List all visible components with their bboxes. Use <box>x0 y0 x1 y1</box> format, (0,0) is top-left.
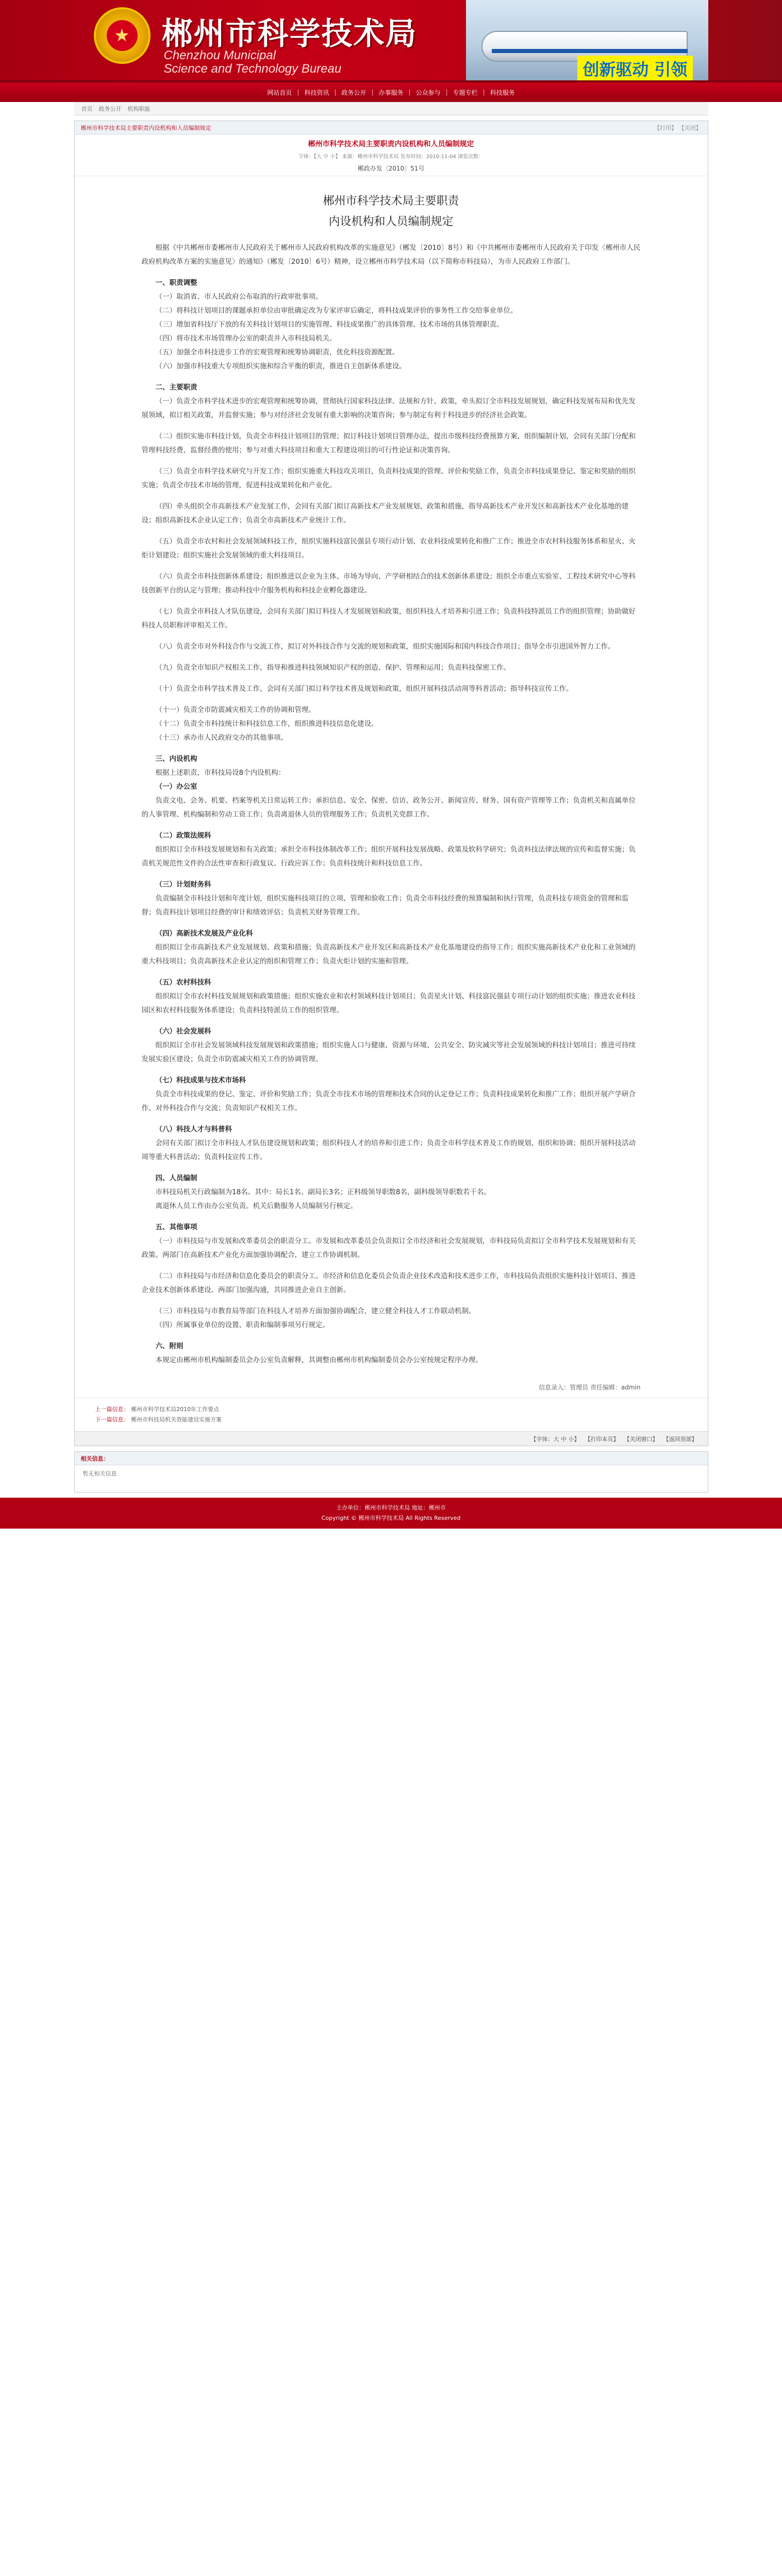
prev-label: 上一篇信息： <box>95 1406 129 1413</box>
national-emblem-icon <box>94 7 151 64</box>
related-body: 暂无相关信息 <box>82 1470 117 1477</box>
nav-separator: | <box>297 89 300 96</box>
paragraph: 负责编制全市科技计划和年度计划，组织实施科技项目的立项、管理和验收工作；负责全市科技经费的预算编制和执行管理，负责科技专项资金的管理和监督；负责科技计划项目经费的审计和绩效评估；负责机关财务管理工作。 <box>141 894 629 917</box>
subsection-heading: （七）科技成果与技术市场科 <box>155 1076 246 1084</box>
prev-next-links <box>75 1398 708 1431</box>
content-frame <box>74 121 708 1446</box>
section-heading: 一、职责调整 <box>155 279 197 287</box>
banner-slogan: 创新驱动 引领 <box>577 56 692 81</box>
sub-breadcrumb <box>74 102 708 115</box>
paragraph: （二）市科技局与市经济和信息化委员会的职责分工。市经济和信息化委员会负责企业技术改造和技术进步工作，市科技局负责组织实施科技计划项目、推进企业技术创新体系建设。两部门加强沟通，共同推进企业自主创新。 <box>141 1272 636 1294</box>
prev-article-link[interactable]: 郴州市科学技术局2010年工作要点 <box>131 1406 219 1413</box>
site-subtitle-line1: Chenzhou Municipal <box>163 48 276 62</box>
nav-home[interactable]: 网站首页 <box>267 89 292 96</box>
content-header-bar <box>75 121 708 134</box>
paragraph: 市科技局机关行政编制为18名。其中：局长1名、副局长3名；正科级领导职数8名，副科级领导职数若干名。 <box>155 1188 491 1196</box>
paragraph: 会同有关部门拟订全市科技人才队伍建设规划和政策；组织科技人才的培养和引进工作；负责全市科学技术普及工作的规划、组织和协调；组织开展科技活动周等重大科普活动；负责科技宣传工作。 <box>141 1139 636 1161</box>
print-button[interactable]: 【打印本页】 <box>585 1435 619 1443</box>
paragraph: 组织拟订全市科技发展规划和有关政策；承担全市科技体制改革工作；组织开展科技发展战略、政策及软科学研究；负责科技法律法规的宣传和监督实施；负责机关规范性文件的合法性审查和行政复议、行政应诉工作；负责科技统计和科技信息工作。 <box>141 845 636 868</box>
paragraph: 组织拟订全市高新技术产业发展规划、政策和措施；负责高新技术产业开发区和高新技术产业化基地建设的指导工作；组织实施高新技术产业化和工业领域的重大科技项目；负责高新技术企业认定的组织和管理工作；负责火炬计划的实施和管理。 <box>141 943 636 965</box>
subsection-heading: （五）农村科技科 <box>155 978 211 987</box>
paragraph: 负责文电、会务、机要、档案等机关日常运转工作；承担信息、安全、保密、信访、政务公开、新闻宣传、财务、国有资产管理等工作；负责机关和直属单位的人事管理、机构编制和劳动工资工作；负责离退休人员的管理服务工作；负责机关党群工作。 <box>141 796 636 819</box>
paragraph: （十三）承办市人民政府交办的其他事项。 <box>155 734 288 742</box>
paragraph: （三）市科技局与市教育局等部门在科技人才培养方面加强协调配合，建立健全科技人才工作联动机制。 <box>155 1307 476 1315</box>
nav-separator: | <box>482 89 485 96</box>
paragraph: （八）负责全市对外科技合作与交流工作，拟订对外科技合作与交流的规划和政策，组织实施国际和国内科技合作项目；指导全市引进国外智力工作。 <box>155 642 615 651</box>
paragraph: 负责全市科技成果的登记、鉴定、评价和奖励工作；负责全市技术市场的管理和技术合同的认定登记工作；负责科技成果转化和推广工作；组织开展产学研合作、对外科技合作与交流；负责知识产权相关工作。 <box>141 1090 636 1112</box>
paragraph: （二）组织实施市科技计划，负责全市科技计划项目的管理；拟订科技计划项目管理办法，提出市级科技经费预算方案，组织编制计划，会同有关部门分配和管理科技经费，监督经费的使用；参与对重大科技项目和重大工程建设项目的可行性论证和决策咨询。 <box>141 432 636 454</box>
paragraph: （七）负责全市科技人才队伍建设，会同有关部门拟订科技人才发展规划和政策，组织科技人才培养和引进工作；负责科技特派员工作的组织管理；协助做好科技人员职称评审相关工作。 <box>141 607 636 630</box>
paragraph: 根据上述职责，市科技局设8个内设机构： <box>155 769 286 777</box>
paragraph: 组织拟订全市农村科技发展规划和政策措施；组织实施农业和农村领域科技计划项目；负责星火计划、科技富民强县专项行动计划的组织实施；推进农业科技园区和农村科技服务体系建设；负责科技特派员工作的组织管理。 <box>141 992 636 1014</box>
paragraph: （十一）负责全市防震减灾相关工作的协调和管理。 <box>155 706 315 714</box>
subbar-home-link[interactable]: 首页 <box>81 105 93 112</box>
paragraph: （十二）负责全市科技统计和科技信息工作，组织推进科技信息化建设。 <box>155 720 378 728</box>
prev-link-row <box>95 1404 687 1415</box>
document-meta: 字体：【大 中 小】 来源：郴州市科学技术局 发布时间：2010-11-04 浏览次数： <box>298 154 484 160</box>
nav-news[interactable]: 科技资讯 <box>304 89 329 96</box>
article-intro: 根据《中共郴州市委郴州市人民政府关于郴州市人民政府机构改革的实施意见》（郴发〔2010〕8号）和《中共郴州市委郴州市人民政府关于印发〈郴州市人民政府机构改革方案的实施意见〉的通知》（郴发〔2010〕6号）精神，设立郴州市科学技术局（以下简称市科技局），为市人民政府工作部门。 <box>141 244 641 266</box>
back-to-top-button[interactable]: 【返回顶部】 <box>663 1435 697 1443</box>
emblem-star: ★ <box>107 20 138 51</box>
paragraph: （六）加强市科技重大专项组织实施和综合平衡的职责，推进自主创新体系建设。 <box>155 362 406 370</box>
next-article-link[interactable]: 郴州市科技局机关效能建设实施方案 <box>131 1416 222 1423</box>
paragraph: （四）所属事业单位的设置、职责和编制事项另行规定。 <box>155 1321 329 1329</box>
paragraph: （一）负责全市科学技术进步的宏观管理和统筹协调，贯彻执行国家科技法律、法规和方针、政策，牵头拟订全市科技发展规划，确定科技发展布局和优先发展领域，拟订相关政策，并监督实施；参与对经济社会发展有重大影响的决策咨询；参与制定有利于科技进步的经济社会政策。 <box>141 397 636 419</box>
nav-public[interactable]: 公众参与 <box>415 89 441 96</box>
subsection-heading: （一）办公室 <box>155 783 197 791</box>
article-title-line1: 郴州市科学技术局主要职责 <box>323 195 459 208</box>
nav-separator: | <box>371 89 374 96</box>
related-heading: 相关信息： <box>75 1452 708 1465</box>
section-heading: 四、人员编制 <box>155 1174 197 1182</box>
subsection-heading: （三）计划财务科 <box>155 880 211 889</box>
paragraph: （一）取消省、市人民政府公布取消的行政审批事项。 <box>155 293 323 301</box>
document-heading: 郴州市科学技术局主要职责内设机构和人员编制规定 <box>308 140 474 148</box>
site-title[interactable]: 郴州市科学技术局 <box>161 16 418 52</box>
article-title-line2: 内设机构和人员编制规定 <box>328 215 454 228</box>
section-heading: 五、其他事项 <box>155 1223 197 1231</box>
nav-separator: | <box>445 89 448 96</box>
subbar-gov-link[interactable]: 政务公开 <box>98 105 122 112</box>
content-header-title: 郴州市科学技术局主要职责内设机构和人员编制规定 <box>80 124 211 131</box>
paragraph: 离退休人员工作由办公室负责。机关后勤服务人员编制另行核定。 <box>155 1202 357 1210</box>
next-label: 下一篇信息： <box>95 1416 129 1423</box>
article-body <box>75 176 708 1383</box>
nav-gov[interactable]: 政务公开 <box>341 89 367 96</box>
section-heading: 三、内设机构 <box>155 755 197 763</box>
nav-separator: | <box>334 89 337 96</box>
section-heading: 二、主要职责 <box>155 383 197 392</box>
footer-line1: 主办单位：郴州市科学技术局 地址：郴州市 <box>336 1504 446 1511</box>
nav-service[interactable]: 办事服务 <box>378 89 404 96</box>
document-number: 郴政办发〔2010〕51号 <box>357 165 425 172</box>
paragraph: （十）负责全市科学技术普及工作，会同有关部门拟订科学技术普及规划和政策，组织开展科技活动周等科普活动；指导科技宣传工作。 <box>155 685 573 693</box>
subsection-heading: （六）社会发展科 <box>155 1027 211 1036</box>
article-signoff: 信息录入：管理员 责任编辑：admin <box>539 1384 641 1391</box>
subsection-heading: （二）政策法规科 <box>155 832 211 840</box>
font-size-tool[interactable]: 【字体：大 中 小】 <box>530 1435 580 1443</box>
nav-separator: | <box>408 89 411 96</box>
nav-topic[interactable]: 专题专栏 <box>453 89 478 96</box>
main-nav <box>0 82 782 102</box>
article-toolbar <box>75 1431 708 1446</box>
paragraph: （五）负责全市农村和社会发展领域科技工作，组织实施科技富民强县专项行动计划、农业科技成果转化和推广工作；推进全市农村科技服务体系和星火、火炬计划建设；组织实施社会发展领域的重大科技项目。 <box>141 537 636 560</box>
paragraph: （六）负责全市科技创新体系建设；组织推进以企业为主体、市场为导向、产学研相结合的技术创新体系建设；组织全市重点实验室、工程技术研究中心等科技创新平台的认定与管理；推动科技中介服务机构和科技企业孵化器建设。 <box>141 572 636 595</box>
site-subtitle <box>164 49 342 76</box>
footer-copyright: Copyright © 郴州市科学技术局 All Rights Reserved <box>321 1515 461 1521</box>
subbar-org-link[interactable]: 机构职能 <box>127 105 151 112</box>
paragraph: （九）负责全市知识产权相关工作，指导和推进科技领域知识产权的创造、保护、管理和运用；负责科技保密工作。 <box>155 664 510 672</box>
section-heading: 六、附则 <box>155 1342 184 1350</box>
subsection-heading: （八）科技人才与科普科 <box>155 1125 232 1133</box>
nav-tech[interactable]: 科技服务 <box>490 89 515 96</box>
paragraph: （三）增加省科技厅下放的有关科技计划项目的实施管理、科技成果推广的具体管理、技术市场的具体管理职责。 <box>155 320 504 329</box>
next-link-row <box>95 1415 687 1425</box>
site-banner <box>0 0 782 82</box>
train-stripe <box>492 49 688 53</box>
paragraph: 组织拟订全市社会发展领域科技发展规划和政策措施；组织实施人口与健康、资源与环境、公共安全、防灾减灾等社会发展领域的科技计划项目；推进可持续发展实验区建设；负责全市防震减灾相关工作的协调管理。 <box>141 1041 636 1063</box>
related-info-box <box>74 1451 708 1493</box>
paragraph: （五）加强全市科技进步工作的宏观管理和统筹协调职责，优化科技资源配置。 <box>155 348 399 357</box>
document-header <box>75 134 708 176</box>
paragraph: 本规定由郴州市机构编制委员会办公室负责解释，其调整由郴州市机构编制委员会办公室按规定程序办理。 <box>155 1356 482 1364</box>
paragraph: （一）市科技局与市发展和改革委员会的职责分工。市发展和改革委员会负责拟订全市经济和社会发展规划，市科技局负责拟订全市科学技术发展规划和有关政策。两部门在高新技术产业化方面加强协调配合，建立工作协调机制。 <box>141 1237 636 1259</box>
paragraph: （四）将市技术市场管理办公室的职责并入市科技局机关。 <box>155 334 337 343</box>
content-header-actions[interactable]: 【打印】 【关闭】 <box>654 124 702 131</box>
close-window-button[interactable]: 【关闭窗口】 <box>624 1435 658 1443</box>
subsection-heading: （四）高新技术发展及产业化科 <box>155 929 253 938</box>
paragraph: （三）负责全市科学技术研究与开发工作；组织实施重大科技攻关项目，负责科技成果的管理、评价和奖励工作，负责全市科技成果登记、鉴定和奖励的组织实施；负责全市技术市场的管理，促进科技成果转化和产业化。 <box>141 467 636 489</box>
site-footer <box>0 1498 782 1529</box>
paragraph: （二）将科技计划项目的课题承担单位由审批确定改为专家评审后确定，将科技成果评价的事务性工作交给事业单位。 <box>155 307 518 315</box>
paragraph: （四）牵头组织全市高新技术产业发展工作，会同有关部门拟订高新技术产业发展规划、政策和措施，指导高新技术产业开发区和高新技术产业化基地的建设；组织高新技术企业认定工作；负责全市高新技术产业统计工作。 <box>141 502 629 524</box>
site-subtitle-line2: Science and Technology Bureau <box>163 62 342 76</box>
